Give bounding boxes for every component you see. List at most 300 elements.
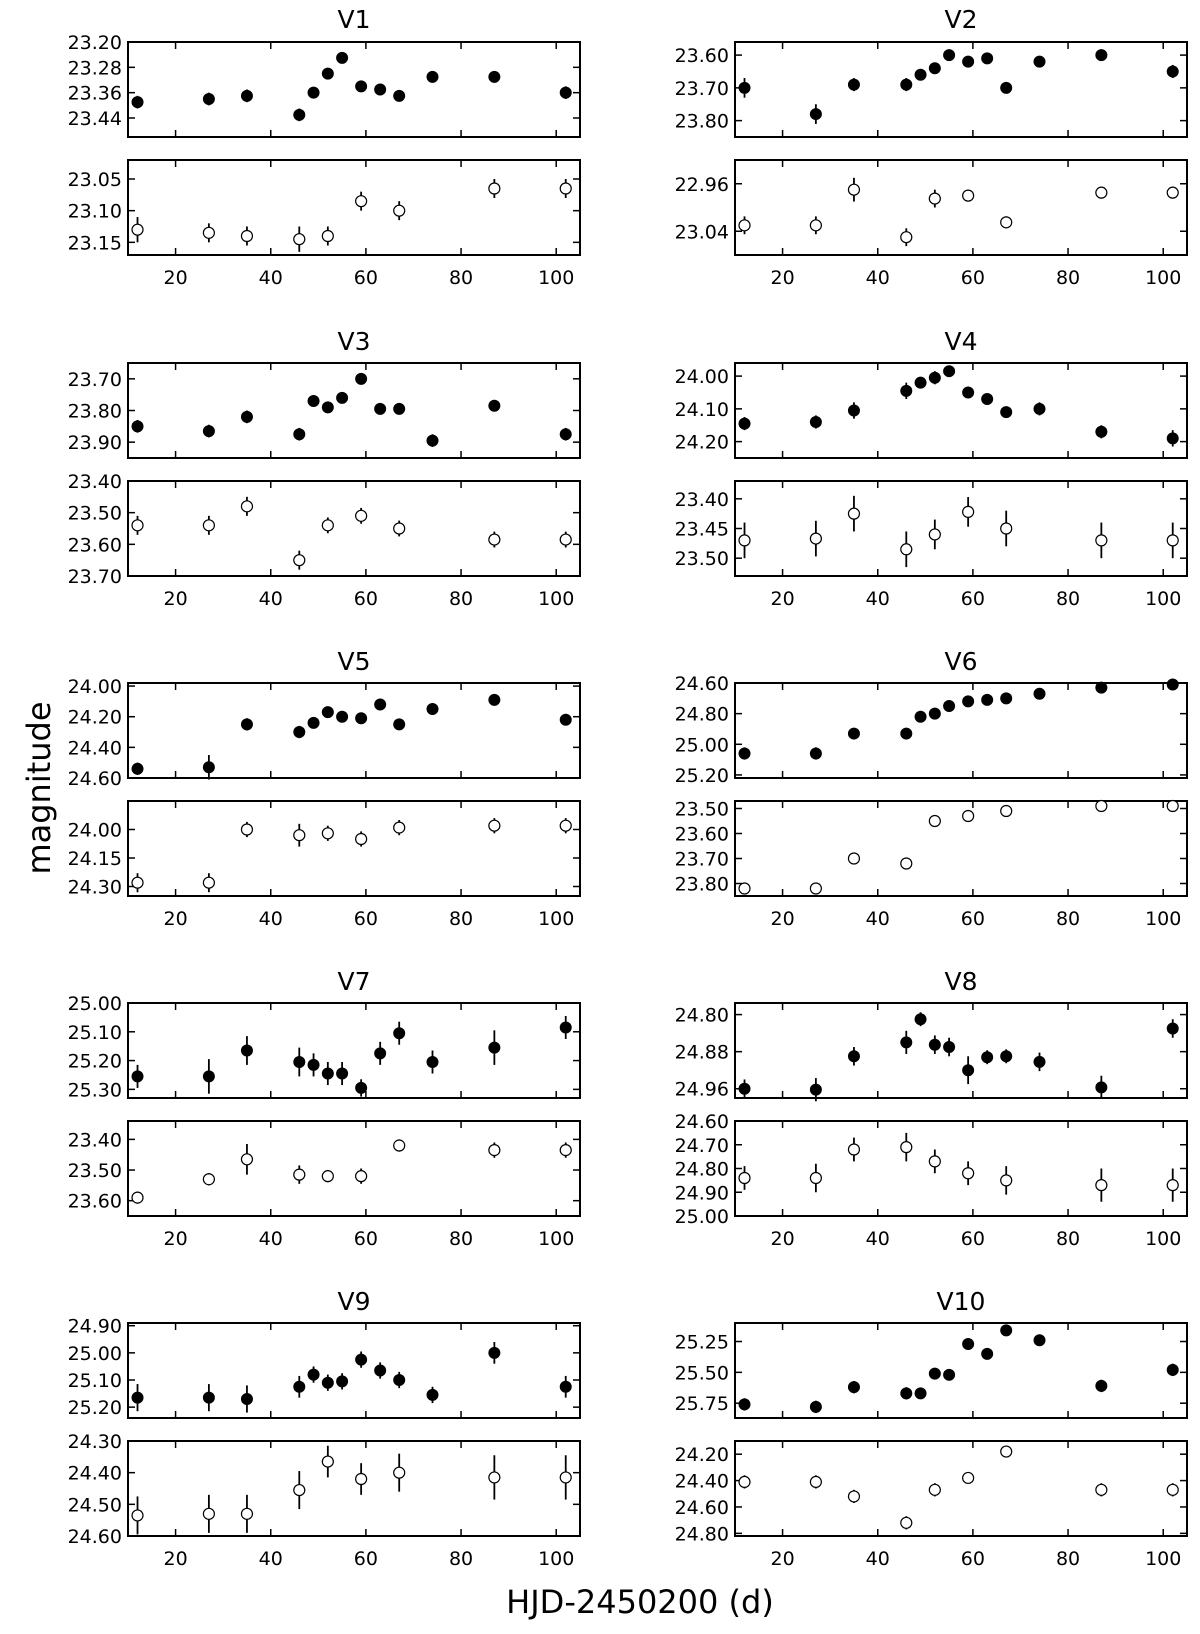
- plot-frame: [128, 481, 580, 576]
- data-point: [203, 1392, 214, 1403]
- plot-frame: [735, 1323, 1187, 1418]
- data-point: [929, 816, 940, 827]
- x-tick-label: 60: [353, 588, 378, 610]
- y-tick-label: 24.80: [674, 1004, 729, 1027]
- data-point: [375, 699, 386, 710]
- data-point: [848, 184, 859, 195]
- panel-v9: [68, 1287, 580, 1570]
- data-point: [427, 435, 438, 446]
- subplot-bottom: [68, 471, 580, 588]
- data-point: [337, 52, 348, 63]
- x-tick-label: 80: [448, 267, 474, 289]
- x-tick-label: 100: [1145, 267, 1182, 289]
- data-point: [356, 713, 367, 724]
- data-point: [963, 1168, 974, 1179]
- data-point: [901, 1037, 912, 1048]
- y-tick-label: 25.20: [67, 1397, 122, 1420]
- panel-title: V7: [337, 967, 371, 996]
- data-point: [337, 1068, 348, 1079]
- data-point: [394, 822, 405, 833]
- panel-v4: [675, 327, 1187, 610]
- y-tick-label: 24.00: [674, 366, 729, 389]
- plot-frame: [128, 160, 580, 255]
- panel-v2: [675, 5, 1187, 289]
- y-tick-label: 23.10: [67, 200, 122, 223]
- y-tick-label: 23.70: [674, 77, 729, 100]
- data-point: [394, 523, 405, 534]
- subplot-top: [675, 1323, 1187, 1418]
- y-tick-label: 25.00: [674, 734, 729, 757]
- y-tick-label: 23.40: [674, 488, 729, 511]
- plot-frame: [735, 363, 1187, 458]
- data-point: [322, 402, 333, 413]
- y-tick-label: 24.20: [674, 431, 729, 454]
- y-tick-label: 23.70: [67, 566, 122, 588]
- y-tick-label: 24.60: [674, 1496, 729, 1519]
- x-tick-label: 80: [448, 588, 474, 610]
- y-tick-label: 25.75: [674, 1393, 729, 1416]
- data-point: [356, 1474, 367, 1485]
- panel-v7: [68, 967, 580, 1250]
- y-tick-label: 24.00: [67, 676, 122, 699]
- data-point: [848, 853, 859, 864]
- data-point: [203, 227, 214, 238]
- y-tick-label: 23.60: [67, 534, 122, 557]
- subplot-bottom: [675, 160, 1187, 255]
- data-point: [1001, 1175, 1012, 1186]
- data-point: [1167, 1484, 1178, 1495]
- data-point: [739, 418, 750, 429]
- data-point: [560, 820, 571, 831]
- data-point: [963, 1472, 974, 1483]
- y-tick-label: 23.70: [674, 848, 729, 871]
- panel-title: V10: [936, 1287, 986, 1316]
- data-point: [1167, 187, 1178, 198]
- data-point: [337, 392, 348, 403]
- data-point: [963, 190, 974, 201]
- data-point: [203, 1174, 214, 1185]
- subplot-bottom: [675, 1441, 1187, 1545]
- panel-v8: [675, 967, 1187, 1250]
- y-tick-label: 24.90: [674, 1182, 729, 1205]
- data-point: [489, 534, 500, 545]
- y-tick-label: 23.05: [67, 169, 122, 191]
- subplot-top: [675, 363, 1187, 458]
- panel-title: V6: [944, 647, 978, 676]
- data-point: [1167, 1364, 1178, 1375]
- data-point: [982, 394, 993, 405]
- data-point: [1167, 1180, 1178, 1191]
- data-point: [810, 1084, 821, 1095]
- plot-frame: [735, 1003, 1187, 1098]
- data-point: [1096, 1082, 1107, 1093]
- data-point: [1001, 217, 1012, 228]
- data-point: [1034, 56, 1045, 67]
- data-point: [1034, 1335, 1045, 1346]
- subplot-bottom: [675, 799, 1187, 897]
- data-point: [1001, 523, 1012, 534]
- data-point: [901, 728, 912, 739]
- y-tick-label: 24.60: [67, 768, 122, 790]
- x-tick-label: 80: [1055, 588, 1081, 610]
- data-point: [1001, 1446, 1012, 1457]
- data-point: [929, 1039, 940, 1050]
- data-point: [132, 1392, 143, 1403]
- data-point: [489, 694, 500, 705]
- subplot-top: [675, 673, 1187, 787]
- data-point: [929, 193, 940, 204]
- data-point: [322, 1377, 333, 1388]
- data-point: [132, 97, 143, 108]
- y-tick-label: 23.80: [674, 873, 729, 896]
- data-point: [203, 94, 214, 105]
- panels: [68, 5, 1187, 1570]
- data-point: [1034, 1056, 1045, 1067]
- subplot-top: [675, 42, 1187, 137]
- x-tick-label: 20: [770, 267, 795, 289]
- data-point: [944, 50, 955, 61]
- data-point: [848, 1491, 859, 1502]
- data-point: [901, 544, 912, 555]
- data-point: [1096, 1180, 1107, 1191]
- data-point: [489, 1347, 500, 1358]
- data-point: [394, 205, 405, 216]
- data-point: [294, 555, 305, 566]
- x-tick-label: 80: [448, 908, 474, 930]
- y-tick-label: 24.70: [674, 1134, 729, 1157]
- y-tick-label: 25.00: [674, 1206, 729, 1228]
- data-point: [1167, 801, 1178, 812]
- data-point: [929, 1484, 940, 1495]
- data-point: [810, 883, 821, 894]
- data-point: [394, 1467, 405, 1478]
- data-point: [375, 84, 386, 95]
- x-tick-label: 40: [258, 267, 283, 289]
- x-tick-label: 20: [770, 588, 795, 610]
- data-point: [560, 1472, 571, 1483]
- data-point: [1001, 82, 1012, 93]
- x-tick-label: 80: [1055, 908, 1081, 930]
- data-point: [337, 711, 348, 722]
- x-tick-label: 40: [865, 908, 890, 930]
- data-point: [427, 1389, 438, 1400]
- y-tick-label: 23.40: [67, 471, 122, 493]
- data-point: [241, 1045, 252, 1056]
- data-point: [322, 1456, 333, 1467]
- data-point: [356, 1354, 367, 1365]
- data-point: [739, 1083, 750, 1094]
- panel-v10: [675, 1287, 1187, 1570]
- data-point: [963, 387, 974, 398]
- data-point: [241, 824, 252, 835]
- data-point: [322, 707, 333, 718]
- y-tick-label: 24.10: [674, 398, 729, 421]
- data-point: [375, 1365, 386, 1376]
- plot-frame: [128, 1441, 580, 1536]
- data-point: [394, 1028, 405, 1039]
- panel-title: V3: [337, 327, 371, 356]
- data-point: [560, 1381, 571, 1392]
- data-point: [1167, 1023, 1178, 1034]
- y-tick-label: 24.40: [67, 737, 122, 760]
- data-point: [929, 529, 940, 540]
- data-point: [963, 1065, 974, 1076]
- data-point: [322, 68, 333, 79]
- data-point: [810, 533, 821, 544]
- y-tick-label: 23.36: [67, 82, 122, 105]
- y-tick-label: 24.60: [67, 1526, 122, 1548]
- data-point: [241, 1508, 252, 1519]
- y-tick-label: 23.50: [674, 798, 729, 821]
- data-point: [356, 510, 367, 521]
- data-point: [1034, 403, 1045, 414]
- y-tick-label: 23.04: [674, 221, 729, 244]
- y-tick-label: 25.00: [67, 993, 122, 1015]
- data-point: [132, 520, 143, 531]
- x-tick-label: 40: [865, 1548, 890, 1570]
- data-point: [1001, 1051, 1012, 1062]
- x-tick-label: 60: [353, 1548, 378, 1570]
- data-point: [901, 232, 912, 243]
- panel-v6: [675, 647, 1187, 930]
- panel-v1: [68, 5, 580, 289]
- data-point: [915, 1014, 926, 1025]
- data-point: [203, 520, 214, 531]
- y-tick-label: 24.90: [67, 1315, 122, 1338]
- data-point: [929, 372, 940, 383]
- data-point: [489, 183, 500, 194]
- data-point: [203, 762, 214, 773]
- y-tick-label: 23.60: [674, 45, 729, 68]
- y-tick-label: 23.50: [674, 548, 729, 571]
- x-tick-label: 20: [163, 908, 188, 930]
- data-point: [394, 719, 405, 730]
- subplot-top: [68, 993, 580, 1101]
- data-point: [203, 1508, 214, 1519]
- data-point: [294, 109, 305, 120]
- data-point: [394, 1140, 405, 1151]
- data-point: [848, 1382, 859, 1393]
- y-tick-label: 24.40: [67, 1462, 122, 1485]
- data-point: [356, 196, 367, 207]
- y-tick-label: 24.40: [674, 1470, 729, 1493]
- subplot-top: [68, 363, 580, 458]
- data-point: [560, 183, 571, 194]
- data-point: [1001, 693, 1012, 704]
- y-tick-label: 25.10: [67, 1021, 122, 1044]
- data-point: [560, 714, 571, 725]
- panel-title: V1: [337, 5, 371, 34]
- subplot-bottom: [68, 160, 580, 255]
- y-tick-label: 24.20: [67, 706, 122, 729]
- data-point: [810, 1476, 821, 1487]
- data-point: [132, 1192, 143, 1203]
- data-point: [489, 71, 500, 82]
- data-point: [294, 234, 305, 245]
- data-point: [810, 748, 821, 759]
- data-point: [963, 811, 974, 822]
- data-point: [560, 429, 571, 440]
- data-point: [1167, 433, 1178, 444]
- x-tick-label: 100: [538, 267, 575, 289]
- data-point: [322, 231, 333, 242]
- data-point: [132, 763, 143, 774]
- data-point: [915, 711, 926, 722]
- y-tick-label: 24.80: [674, 1523, 729, 1546]
- subplot-bottom: [675, 1111, 1187, 1228]
- data-point: [1167, 66, 1178, 77]
- data-point: [915, 69, 926, 80]
- plot-frame: [735, 1441, 1187, 1536]
- data-point: [322, 1171, 333, 1182]
- data-point: [944, 366, 955, 377]
- data-point: [1034, 688, 1045, 699]
- data-point: [901, 1388, 912, 1399]
- y-tick-label: 25.00: [67, 1342, 122, 1365]
- data-point: [739, 1399, 750, 1410]
- plot-frame: [735, 801, 1187, 896]
- panel-v5: [68, 647, 580, 930]
- data-point: [356, 373, 367, 384]
- data-point: [1096, 1380, 1107, 1391]
- data-point: [375, 1048, 386, 1059]
- data-point: [1096, 50, 1107, 61]
- data-point: [901, 1517, 912, 1528]
- data-point: [203, 1071, 214, 1082]
- data-point: [810, 1401, 821, 1412]
- plot-frame: [735, 42, 1187, 137]
- data-point: [963, 56, 974, 67]
- x-tick-label: 80: [1055, 1548, 1081, 1570]
- y-tick-label: 25.20: [674, 764, 729, 787]
- data-point: [489, 820, 500, 831]
- data-point: [203, 426, 214, 437]
- data-point: [489, 1472, 500, 1483]
- x-tick-label: 100: [538, 908, 575, 930]
- data-point: [963, 696, 974, 707]
- data-point: [810, 1173, 821, 1184]
- y-tick-label: 23.50: [67, 1160, 122, 1183]
- x-tick-label: 100: [538, 1548, 575, 1570]
- data-point: [308, 87, 319, 98]
- y-axis-label: magnitude: [20, 701, 58, 875]
- data-point: [560, 1145, 571, 1156]
- data-point: [1167, 679, 1178, 690]
- y-tick-label: 23.60: [67, 1190, 122, 1213]
- data-point: [1096, 682, 1107, 693]
- subplot-bottom: [68, 1431, 580, 1548]
- x-tick-label: 60: [960, 588, 985, 610]
- data-point: [739, 1173, 750, 1184]
- data-point: [963, 1338, 974, 1349]
- data-point: [848, 79, 859, 90]
- data-point: [241, 1394, 252, 1405]
- y-tick-label: 23.70: [67, 368, 122, 391]
- y-tick-label: 24.60: [674, 673, 729, 695]
- y-tick-label: 23.45: [674, 518, 729, 541]
- data-point: [489, 1145, 500, 1156]
- x-tick-label: 40: [258, 1548, 283, 1570]
- panel-title: V8: [944, 967, 978, 996]
- x-tick-label: 60: [960, 1548, 985, 1570]
- data-point: [1096, 801, 1107, 812]
- data-point: [294, 830, 305, 841]
- x-tick-label: 100: [1145, 1548, 1182, 1570]
- data-point: [1001, 1325, 1012, 1336]
- data-point: [322, 1068, 333, 1079]
- data-point: [322, 828, 333, 839]
- x-tick-label: 100: [1145, 588, 1182, 610]
- data-point: [294, 1057, 305, 1068]
- data-point: [982, 53, 993, 64]
- data-point: [944, 1369, 955, 1380]
- x-tick-label: 60: [353, 908, 378, 930]
- y-tick-label: 24.50: [67, 1494, 122, 1517]
- data-point: [1167, 535, 1178, 546]
- x-tick-label: 60: [960, 1228, 985, 1250]
- data-point: [848, 508, 859, 519]
- x-tick-label: 40: [258, 588, 283, 610]
- data-point: [489, 1042, 500, 1053]
- data-point: [241, 231, 252, 242]
- data-point: [308, 396, 319, 407]
- x-tick-label: 60: [353, 267, 378, 289]
- x-tick-label: 80: [448, 1228, 474, 1250]
- x-tick-label: 100: [538, 588, 575, 610]
- x-tick-label: 20: [163, 588, 188, 610]
- data-point: [739, 748, 750, 759]
- data-point: [1001, 806, 1012, 817]
- plot-frame: [735, 160, 1187, 255]
- y-tick-label: 23.15: [67, 232, 122, 255]
- data-point: [294, 727, 305, 738]
- data-point: [929, 708, 940, 719]
- x-tick-label: 100: [1145, 908, 1182, 930]
- data-point: [901, 1142, 912, 1153]
- data-point: [394, 1375, 405, 1386]
- y-tick-label: 25.50: [674, 1362, 729, 1385]
- data-point: [241, 411, 252, 422]
- data-point: [560, 87, 571, 98]
- y-tick-label: 24.60: [674, 1111, 729, 1133]
- subplot-bottom: [68, 1121, 580, 1216]
- y-tick-label: 24.00: [67, 819, 122, 842]
- y-tick-label: 25.20: [67, 1050, 122, 1073]
- x-tick-label: 20: [770, 1548, 795, 1570]
- plot-frame: [735, 1121, 1187, 1216]
- data-point: [427, 704, 438, 715]
- y-tick-label: 23.50: [67, 502, 122, 525]
- data-point: [901, 858, 912, 869]
- data-point: [901, 79, 912, 90]
- x-tick-label: 60: [960, 908, 985, 930]
- data-point: [848, 728, 859, 739]
- x-tick-label: 80: [1055, 1228, 1081, 1250]
- data-point: [356, 1171, 367, 1182]
- data-point: [241, 719, 252, 730]
- data-point: [739, 82, 750, 93]
- plot-frame: [128, 1121, 580, 1216]
- data-point: [810, 220, 821, 231]
- data-point: [1096, 426, 1107, 437]
- data-point: [560, 534, 571, 545]
- data-point: [427, 71, 438, 82]
- x-tick-label: 40: [258, 908, 283, 930]
- data-point: [739, 535, 750, 546]
- data-point: [241, 501, 252, 512]
- y-tick-label: 23.40: [67, 1129, 122, 1152]
- y-tick-label: 23.60: [674, 823, 729, 846]
